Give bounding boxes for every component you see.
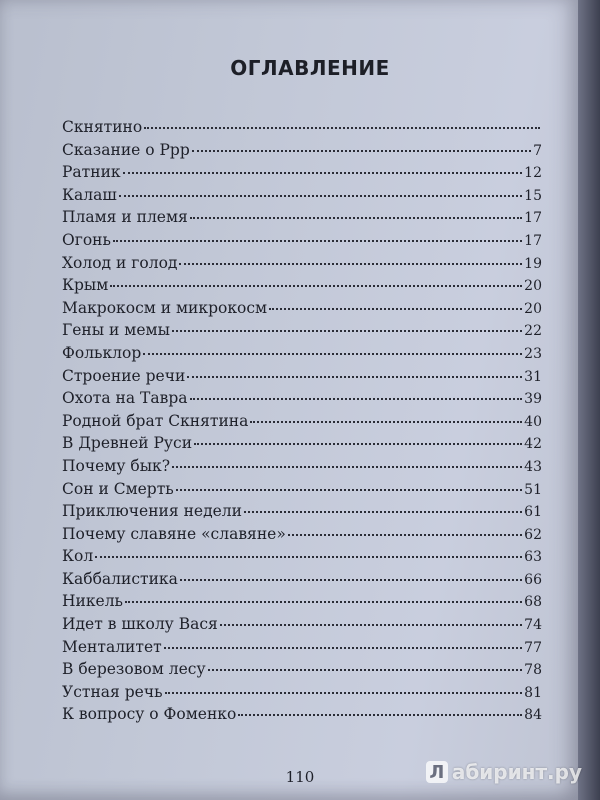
toc-leader-dots	[144, 127, 540, 129]
toc-entry-title: Почему славяне «славяне»	[62, 524, 286, 543]
toc-leader-dots	[172, 330, 522, 332]
toc-leader-dots	[119, 195, 522, 197]
toc-entry-page: 31	[524, 368, 542, 385]
toc-entry-title: Холод и голод	[62, 253, 178, 272]
toc-leader-dots	[172, 466, 522, 468]
toc-entry-title: Строение речи	[62, 366, 186, 385]
toc-entry	[62, 705, 542, 728]
toc-entry	[62, 502, 542, 525]
toc-entry-title: Идет в школу Вася	[62, 615, 218, 634]
toc-entry	[62, 615, 542, 638]
table-of-contents	[62, 118, 542, 728]
toc-entry-title: Сказание о Ррр	[62, 140, 190, 159]
toc-entry-page: 39	[524, 391, 542, 408]
toc-entry-page: 66	[524, 571, 542, 588]
toc-leader-dots	[187, 376, 522, 378]
toc-leader-dots	[180, 579, 522, 581]
toc-entry-page: 62	[524, 526, 542, 543]
toc-entry	[62, 276, 542, 299]
toc-leader-dots	[143, 353, 522, 355]
toc-entry-title: Крым	[62, 276, 109, 295]
toc-entry	[62, 683, 542, 706]
labirint-logo-icon: Л	[426, 761, 448, 783]
toc-entry	[62, 389, 542, 412]
toc-entry-title: Калаш	[62, 185, 117, 204]
toc-entry-page: 84	[524, 707, 542, 724]
toc-entry-title: В Древней Руси	[62, 434, 193, 453]
toc-entry	[62, 457, 542, 480]
toc-entry-title: Скнятино	[62, 118, 143, 136]
toc-entry	[62, 231, 542, 254]
toc-entry-title: Приключения недели	[62, 502, 242, 521]
toc-entry-title: Пламя и племя	[62, 208, 188, 227]
toc-entry-title: Огонь	[62, 230, 111, 249]
toc-entry-title: Менталитет	[62, 637, 162, 656]
toc-entry	[62, 186, 542, 209]
toc-entry-page: 23	[524, 345, 542, 362]
toc-entry-page: 17	[524, 210, 542, 227]
toc-entry-page: 74	[524, 617, 542, 634]
toc-leader-dots	[113, 240, 522, 242]
toc-entry-title: Устная речь	[62, 682, 163, 701]
toc-entry	[62, 208, 542, 231]
toc-entry	[62, 592, 542, 615]
toc-entry-title: Фольклор	[62, 343, 142, 362]
toc-entry-title: Каббалистика	[62, 569, 178, 588]
toc-leader-dots	[244, 511, 522, 513]
toc-leader-dots	[194, 443, 522, 445]
toc-entry	[62, 434, 542, 457]
toc-entry	[62, 141, 542, 164]
toc-entry-title: Охота на Тавра	[62, 389, 188, 408]
toc-entry-title: Гены и мемы	[62, 321, 170, 340]
toc-leader-dots	[250, 421, 522, 423]
toc-entry	[62, 547, 542, 570]
watermark-text: абиринт.ру	[451, 760, 582, 784]
toc-entry	[62, 299, 542, 322]
toc-entry	[62, 638, 542, 661]
page-title: ОГЛАВЛЕНИЕ	[230, 56, 390, 80]
toc-leader-dots	[95, 556, 522, 558]
toc-entry-page: 19	[524, 255, 542, 272]
toc-leader-dots	[179, 263, 522, 265]
toc-entry	[62, 163, 542, 186]
toc-entry-title: К вопросу о Фоменко	[62, 705, 237, 724]
toc-leader-dots	[125, 601, 522, 603]
toc-entry-page: 40	[524, 413, 542, 430]
toc-entry	[62, 480, 542, 503]
toc-leader-dots	[208, 669, 523, 671]
page-number: 110	[285, 768, 315, 786]
toc-entry-title: Сон и Смерть	[62, 479, 174, 498]
toc-entry-page: 77	[524, 639, 542, 656]
toc-entry	[62, 570, 542, 593]
toc-entry-page: 61	[524, 504, 542, 521]
toc-entry-page: 68	[524, 594, 542, 611]
toc-entry-page: 81	[524, 684, 542, 701]
toc-leader-dots	[238, 714, 522, 716]
toc-entry-page: 20	[524, 278, 542, 295]
toc-leader-dots	[269, 308, 522, 310]
toc-entry	[62, 344, 542, 367]
toc-entry	[62, 660, 542, 683]
toc-entry-title: В березовом лесу	[62, 660, 206, 679]
toc-leader-dots	[190, 398, 523, 400]
toc-leader-dots	[220, 624, 522, 626]
toc-entry	[62, 321, 542, 344]
toc-leader-dots	[190, 217, 522, 219]
toc-leader-dots	[288, 534, 522, 536]
toc-entry-title: Макрокосм и микрокосм	[62, 298, 268, 317]
toc-entry-page: 22	[524, 323, 542, 340]
toc-entry-title: Почему бык?	[62, 456, 171, 475]
toc-entry-page: 78	[524, 662, 542, 679]
toc-entry-page: 42	[524, 436, 542, 453]
book-spine	[578, 0, 600, 800]
toc-leader-dots	[192, 150, 531, 152]
toc-leader-dots	[165, 692, 523, 694]
toc-entry-title: Родной брат Скнятина	[62, 411, 249, 430]
toc-leader-dots	[123, 172, 523, 174]
toc-entry	[62, 525, 542, 548]
toc-entry	[62, 412, 542, 435]
toc-entry	[62, 254, 542, 277]
toc-entry	[62, 118, 542, 141]
toc-entry-page: 20	[524, 300, 542, 317]
toc-entry-page: 43	[524, 458, 542, 475]
toc-entry	[62, 367, 542, 390]
toc-entry-page: 17	[524, 232, 542, 249]
toc-entry-title: Кол	[62, 547, 94, 566]
toc-entry-page: 15	[524, 187, 542, 204]
watermark-logo	[426, 760, 582, 784]
toc-entry-page: 7	[533, 142, 542, 159]
toc-leader-dots	[164, 647, 522, 649]
toc-entry-title: Никель	[62, 592, 123, 611]
toc-entry-page: 63	[524, 549, 542, 566]
toc-leader-dots	[110, 285, 522, 287]
toc-entry-title: Ратник	[62, 163, 121, 182]
toc-leader-dots	[176, 489, 522, 491]
toc-entry-page: 51	[524, 481, 542, 498]
toc-entry-page: 12	[524, 165, 542, 182]
